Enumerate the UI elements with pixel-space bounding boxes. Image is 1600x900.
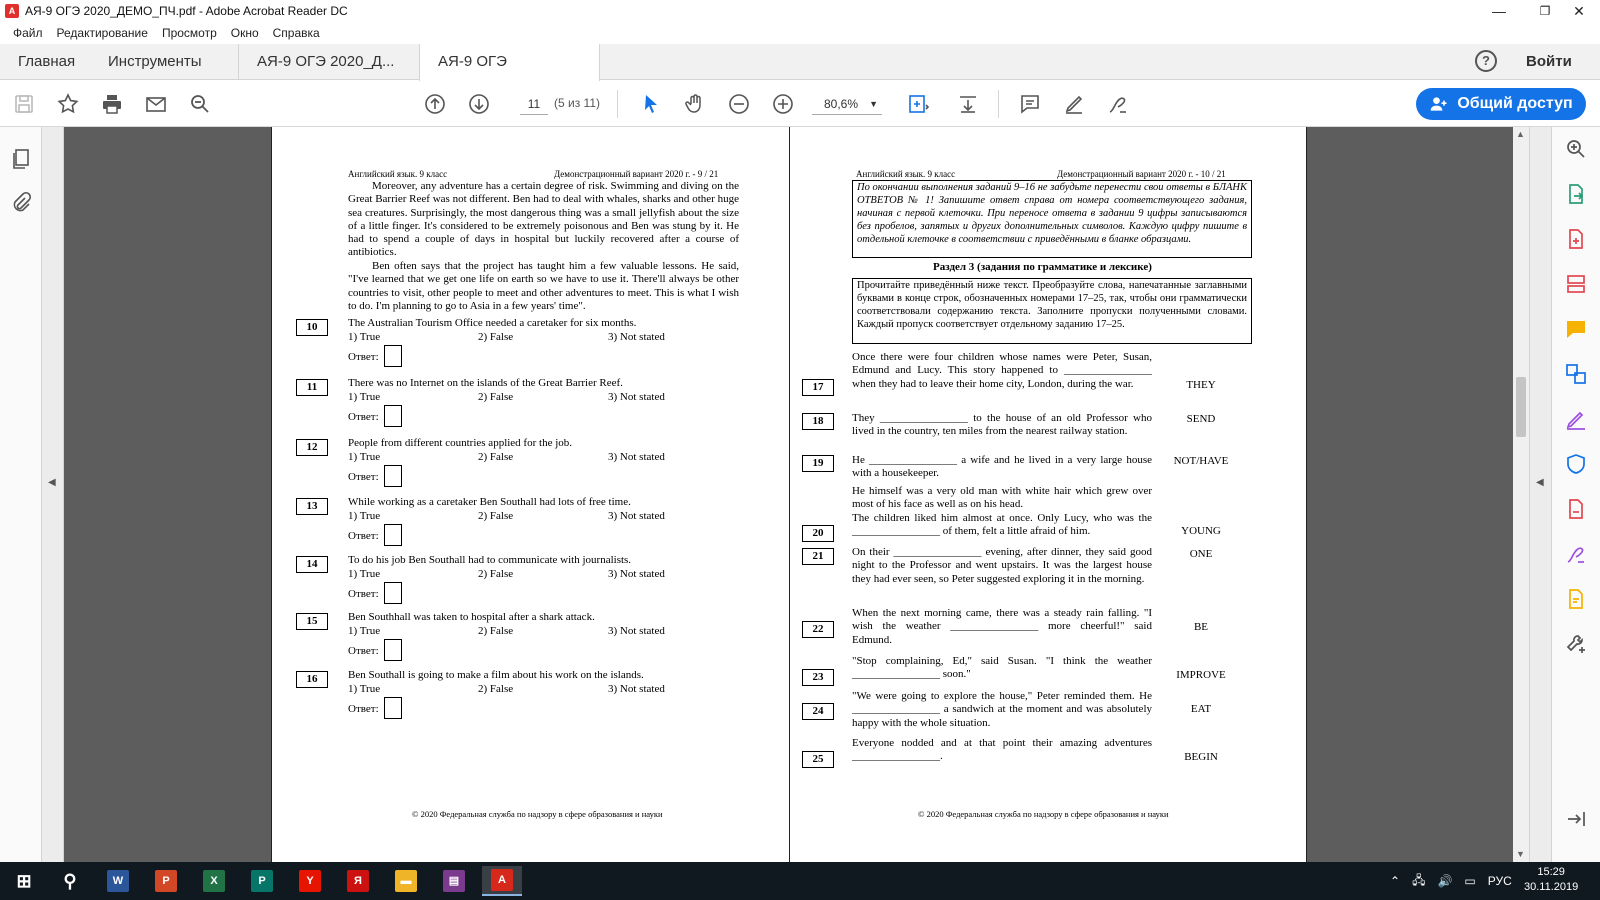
grammar-sentence: He ________________ a wife and he lived in a very large house with a housekeeper. <box>852 454 1152 480</box>
clock-date: 30.11.2019 <box>1524 881 1579 893</box>
transform-word: YOUNG <box>1181 525 1221 537</box>
tab-document-1-label: АЯ-9 ОГЭ 2020_Д... <box>257 53 395 70</box>
print-icon[interactable] <box>98 90 126 118</box>
option-true: 1) True <box>348 683 381 695</box>
transform-word: BEGIN <box>1184 751 1218 763</box>
page-header-left: Английский язык. 9 класс <box>348 169 448 179</box>
question-number: 15 <box>296 613 328 630</box>
task-number: 25 <box>802 751 834 768</box>
combine-files-icon[interactable] <box>1564 362 1588 386</box>
question-text: The Australian Tourism Office needed a caretaker for six months. <box>348 317 637 329</box>
taskbar-app[interactable] <box>194 866 234 896</box>
share-button[interactable] <box>1416 88 1586 120</box>
page-header-right: Демонстрационный вариант 2020 г. - 10 / 21 <box>1057 169 1226 179</box>
fill-sign-icon[interactable] <box>1564 407 1588 431</box>
option-not-stated: 3) Not stated <box>608 683 665 695</box>
grammar-sentence: When the next morning came, there was a steady rain falling. "I wish the weather ________________ more cheerful!" said Edmund. <box>852 607 1152 646</box>
scroll-mode-icon[interactable] <box>954 90 982 118</box>
transform-word: ONE <box>1189 548 1213 560</box>
hand-tool-icon[interactable] <box>681 90 709 118</box>
task-number: 18 <box>802 413 834 430</box>
taskbar-app[interactable] <box>338 866 378 896</box>
tab-document-2[interactable] <box>419 44 600 81</box>
notifications-icon[interactable]: ▭ <box>1464 874 1476 888</box>
yandex-browser-icon: Y <box>299 870 321 892</box>
menu-file[interactable]: Файл <box>13 26 43 40</box>
menu-bar <box>0 22 1600 44</box>
pdf-page-9 <box>271 127 789 862</box>
scroll-down-icon[interactable]: ▼ <box>1516 849 1525 859</box>
answer-box[interactable] <box>384 345 402 367</box>
protect-shield-icon[interactable] <box>1564 452 1588 476</box>
search-zoom-icon[interactable] <box>1564 137 1588 161</box>
grammar-sentence: "Stop complaining, Ed," said Susan. "I think the weather ________________ soon." <box>852 655 1152 681</box>
option-false: 2) False <box>478 683 514 695</box>
option-true: 1) True <box>348 510 381 522</box>
option-not-stated: 3) Not stated <box>608 510 665 522</box>
option-true: 1) True <box>348 568 381 580</box>
tab-document-1[interactable] <box>238 44 414 80</box>
clock-time: 15:29 <box>1537 866 1565 878</box>
network-icon[interactable]: 🖧 <box>1412 872 1426 887</box>
attachment-icon[interactable] <box>9 191 33 215</box>
tools-rail <box>1551 127 1600 862</box>
page-header-left: Английский язык. 9 класс <box>856 169 956 179</box>
answer-label: Ответ: <box>348 530 379 542</box>
taskbar-app[interactable] <box>482 866 522 896</box>
tab-home[interactable]: Главная <box>18 53 76 70</box>
option-not-stated: 3) Not stated <box>608 568 665 580</box>
zoom-out-icon[interactable] <box>725 90 753 118</box>
page-thumbnails-icon[interactable] <box>9 147 33 171</box>
page-header-right: Демонстрационный вариант 2020 г. - 9 / 21 <box>554 169 719 179</box>
task-number: 21 <box>802 548 834 565</box>
window-title: АЯ-9 ОГЭ 2020_ДЕМО_ПЧ.pdf - Adobe Acrobat Reader DC <box>25 4 348 18</box>
collapse-panel-icon[interactable] <box>1564 807 1588 831</box>
create-pdf-icon[interactable] <box>1564 227 1588 251</box>
export-pdf-icon[interactable] <box>1564 182 1588 206</box>
transform-word: BE <box>1193 621 1209 633</box>
powerpoint-icon: P <box>155 870 177 892</box>
option-false: 2) False <box>478 451 514 463</box>
search-icon: ⚲ <box>59 870 81 892</box>
menu-edit[interactable]: Редактирование <box>56 26 148 40</box>
system-tray <box>1390 862 1512 900</box>
maximize-button[interactable]: ❐ <box>1539 4 1551 18</box>
login-button[interactable]: Войти <box>1526 53 1572 70</box>
option-true: 1) True <box>348 331 381 343</box>
question-number: 14 <box>296 556 328 573</box>
send-for-signature-icon[interactable] <box>1564 542 1588 566</box>
option-not-stated: 3) Not stated <box>608 331 665 343</box>
menu-view[interactable]: Просмотр <box>161 26 217 40</box>
tab-tools[interactable]: Инструменты <box>108 53 202 70</box>
zoom-value: 80,6% <box>824 97 859 111</box>
next-page-icon[interactable] <box>465 90 493 118</box>
option-false: 2) False <box>478 568 514 580</box>
publisher-icon: P <box>251 870 273 892</box>
previous-page-icon[interactable] <box>421 90 449 118</box>
question-text: People from different countries applied for the job. <box>348 437 573 449</box>
option-false: 2) False <box>478 331 514 343</box>
answer-box[interactable] <box>384 405 402 427</box>
question-number: 13 <box>296 498 328 515</box>
windows-start-icon: ⊞ <box>13 870 35 892</box>
title-bar <box>0 0 1600 22</box>
answer-label: Ответ: <box>348 645 379 657</box>
share-button-label: Общий доступ <box>1457 95 1573 112</box>
task-number: 24 <box>802 703 834 720</box>
grammar-sentence: He himself was a very old man with white hair which grew over most of his face as well as on his head. <box>852 485 1152 511</box>
language-indicator[interactable]: РУС <box>1487 874 1512 888</box>
scrollbar-thumb[interactable] <box>1516 377 1526 437</box>
chevron-left-icon: ◀ <box>48 477 56 488</box>
taskbar-app[interactable] <box>50 866 90 896</box>
question-number: 16 <box>296 671 328 688</box>
left-panel-rail <box>0 127 42 862</box>
option-true: 1) True <box>348 451 381 463</box>
answer-box[interactable] <box>384 465 402 487</box>
passage-paragraph: Moreover, any adventure has a certain degree of risk. Swimming and diving on the Great Barrier Reef was not different. Ben had to deal with whales, sharks and other huge sea creatures. Surprisingly, the most dangerous thing was a small jellyfish about the size of a little finger. It's considered to be extremely poisonous and Ben was stung by it. He had to spend a couple of days in hospital but luckily recovered after a course of antibiotics. <box>348 180 739 259</box>
menu-window[interactable]: Окно <box>230 26 259 40</box>
grammar-sentence: Once there were four children whose names were Peter, Susan, Edmund and Lucy. This story happened to ________________ when they had to leave their home city, London, during the war. <box>852 351 1152 390</box>
add-user-icon <box>1429 94 1449 114</box>
answer-box[interactable] <box>384 524 402 546</box>
taskbar-app[interactable] <box>290 866 330 896</box>
highlight-pen-icon[interactable] <box>1060 90 1088 118</box>
answer-label: Ответ: <box>348 351 379 363</box>
zoom-in-icon[interactable] <box>769 90 797 118</box>
scroll-up-icon[interactable]: ▲ <box>1516 129 1525 139</box>
chevron-left-icon: ◀ <box>1536 477 1544 488</box>
transform-word: THEY <box>1186 379 1216 391</box>
organize-pages-icon[interactable] <box>1564 272 1588 296</box>
toolbar-divider <box>617 90 618 118</box>
option-not-stated: 3) Not stated <box>608 391 665 403</box>
email-icon[interactable] <box>142 90 170 118</box>
transform-word: IMPROVE <box>1176 669 1226 681</box>
toolbar-divider <box>998 90 999 118</box>
word-icon: W <box>107 870 129 892</box>
option-true: 1) True <box>348 391 381 403</box>
page-number-input[interactable] <box>520 93 548 115</box>
menu-help[interactable]: Справка <box>272 26 320 40</box>
page-footer: © 2020 Федеральная служба по надзору в сфере образования и науки <box>412 809 663 819</box>
question-text: Ben Southall is going to make a film about his work on the islands. <box>348 669 644 681</box>
page-count-label: (5 из 11) <box>554 96 600 110</box>
pdf-page-10 <box>789 127 1307 862</box>
passage-paragraph: Ben often says that the project has taught him a few valuable lessons. He said, "I've learned that we get one life on earth so we have to use it. There'll always be other countries to visit, other people to meet and other adventures to meet. This is what I wish to do. I'm planning to go to Asia in a few years' time". <box>348 260 739 312</box>
find-zoom-icon[interactable] <box>186 90 214 118</box>
vertical-scrollbar[interactable] <box>1513 127 1529 862</box>
task-number: 20 <box>802 525 834 542</box>
save-icon[interactable] <box>10 90 38 118</box>
answer-box[interactable] <box>384 582 402 604</box>
question-text: Ben Southhall was taken to hospital after a shark attack. <box>348 611 595 623</box>
chevron-up-icon[interactable]: ⌃ <box>1390 874 1401 888</box>
taskbar-app[interactable] <box>4 866 44 896</box>
grammar-sentence: Everyone nodded and at that point their amazing adventures ________________. <box>852 737 1152 763</box>
comment-icon[interactable] <box>1016 90 1044 118</box>
answer-label: Ответ: <box>348 411 379 423</box>
add-comment-icon[interactable] <box>1564 317 1588 341</box>
answer-label: Ответ: <box>348 703 379 715</box>
help-icon[interactable]: ? <box>1475 50 1497 72</box>
task-number: 23 <box>802 669 834 686</box>
transform-word: SEND <box>1186 413 1216 425</box>
question-number: 10 <box>296 319 328 336</box>
task-instruction: Прочитайте приведённый ниже текст. Преобразуйте слова, напечатанные заглавными буквами в конце строк, обозначенных номерами 17–25, так, чтобы они грамматически соответствовали содержанию текста. Заполните пропуски полученными словами. Каждый пропуск соответствует отдельному заданию 17–25. <box>852 278 1252 344</box>
option-false: 2) False <box>478 625 514 637</box>
answer-label: Ответ: <box>348 471 379 483</box>
acrobat-icon: A <box>491 869 513 891</box>
option-false: 2) False <box>478 391 514 403</box>
transfer-notice: По окончании выполнения заданий 9–16 не забудьте перенести свои ответы в БЛАНК ОТВЕТОВ № 1! Запишите ответ справа от номера соответствующего задания, начиная с первой клеточки. При переносе ответа в задании 9 цифры записываются без пробелов, запятых и других дополнительных символов. Каждую цифру пишите в отдельной клеточке в соответствии с приведёнными в бланке образцами. <box>852 180 1252 258</box>
fit-page-icon[interactable] <box>904 90 932 118</box>
yandex-icon: Я <box>347 870 369 892</box>
answer-label: Ответ: <box>348 588 379 600</box>
taskbar-app[interactable] <box>146 866 186 896</box>
option-not-stated: 3) Not stated <box>608 451 665 463</box>
left-panel-toggle[interactable] <box>42 127 64 862</box>
option-not-stated: 3) Not stated <box>608 625 665 637</box>
section-title: Раздел 3 (задания по грамматике и лексике) <box>933 261 1152 273</box>
toolbar <box>0 81 1600 127</box>
taskbar-app[interactable] <box>98 866 138 896</box>
acrobat-icon: A <box>5 4 19 18</box>
chevron-down-icon: ▼ <box>869 99 878 109</box>
zoom-select[interactable] <box>812 93 882 115</box>
transform-word: EAT <box>1190 703 1212 715</box>
grammar-sentence: "We were going to explore the house," Peter reminded them. He ________________ a sandwich at the moment and was absolutely happy with the whole situation. <box>852 690 1152 729</box>
clock[interactable] <box>1524 865 1578 895</box>
answer-box[interactable] <box>384 697 402 719</box>
grammar-sentence: They ________________ to the house of an old Professor who lived in the country, ten miles from the nearest railway station. <box>852 412 1152 438</box>
select-cursor-icon[interactable] <box>637 90 665 118</box>
volume-icon[interactable]: 🔊 <box>1437 874 1453 888</box>
question-text: While working as a caretaker Ben Southall had lots of free time. <box>348 496 631 508</box>
question-text: To do his job Ben Southall had to communicate with journalists. <box>348 554 632 566</box>
minimize-button[interactable]: — <box>1492 3 1506 19</box>
excel-icon: X <box>203 870 225 892</box>
transform-word: NOT/HAVE <box>1173 455 1229 467</box>
task-number: 22 <box>802 621 834 638</box>
star-icon[interactable] <box>54 90 82 118</box>
file-explorer-icon: ▬ <box>395 870 417 892</box>
taskbar-app[interactable] <box>242 866 282 896</box>
answer-box[interactable] <box>384 639 402 661</box>
more-tools-icon[interactable] <box>1564 632 1588 656</box>
document-area <box>0 127 1600 862</box>
grammar-sentence: On their ________________ evening, after dinner, they said good night to the Professor and went upstairs. It was the largest house they had ever seen, so Peter suggested exploring it in the morning. <box>852 546 1152 585</box>
send-for-comments-icon[interactable] <box>1564 587 1588 611</box>
winrar-icon: ▤ <box>443 870 465 892</box>
right-panel-toggle[interactable] <box>1529 127 1551 862</box>
question-number: 12 <box>296 439 328 456</box>
tab-document-2-label: АЯ-9 ОГЭ <box>438 53 507 70</box>
page-footer: © 2020 Федеральная служба по надзору в сфере образования и науки <box>918 809 1169 819</box>
option-false: 2) False <box>478 510 514 522</box>
pdf-document-icon[interactable] <box>1564 497 1588 521</box>
taskbar-app[interactable] <box>434 866 474 896</box>
sign-icon[interactable] <box>1104 90 1132 118</box>
taskbar <box>0 862 1600 900</box>
grammar-sentence: The children liked him almost at once. Only Lucy, who was the ________________ of them, felt a little afraid of him. <box>852 512 1152 538</box>
question-number: 11 <box>296 379 328 396</box>
task-number: 19 <box>802 455 834 472</box>
close-window-button[interactable]: ✕ <box>1573 3 1585 19</box>
tab-bar <box>0 44 1600 80</box>
taskbar-app[interactable] <box>386 866 426 896</box>
option-true: 1) True <box>348 625 381 637</box>
question-text: There was no Internet on the islands of the Great Barrier Reef. <box>348 377 623 389</box>
task-number: 17 <box>802 379 834 396</box>
